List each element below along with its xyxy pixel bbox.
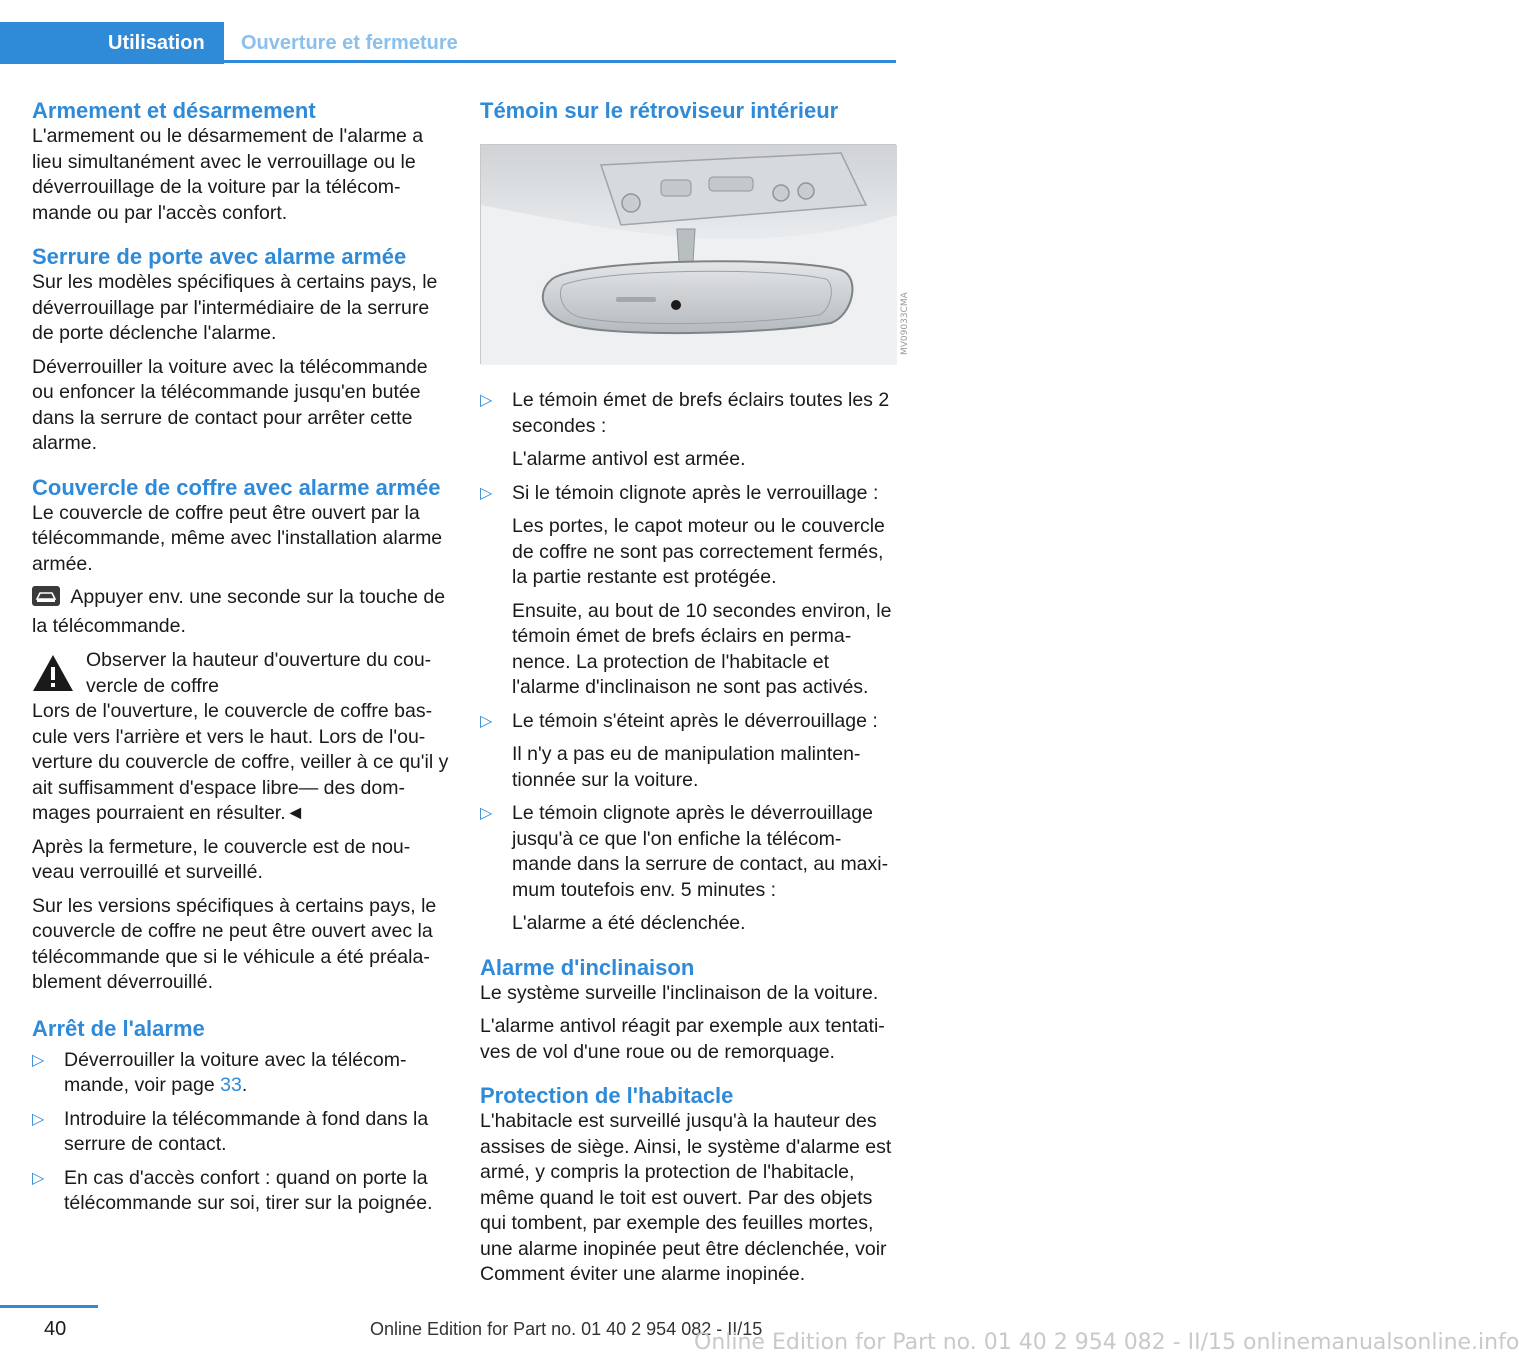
text-serrure-2: Déverrouiller la voiture avec la télécommande ou enfoncer la télécommande jusqu'en butée dans la serrure de contact pour arrêter cette alarme.: [32, 355, 428, 454]
bullet-triangle-icon: ▷: [32, 1110, 45, 1128]
list-item: ▷ Introduire la télécommande à fond dans la serrure de contact.: [32, 1107, 429, 1155]
warning-triangle-icon: [32, 654, 74, 692]
bullet-triangle-icon: ▷: [480, 484, 493, 502]
text-serrure-1: Sur les modèles spécifiques à certains pays, le déverrouillage par l'intermédiaire de la serrure de porte déclenche l'alarme.: [32, 271, 438, 344]
bullet-triangle-icon: ▷: [480, 805, 493, 822]
list-item: ▷ Si le témoin clignote après le verrouillage : Les portes, le capot moteur ou le couvercle de coffre ne sont pas correctement fermés, la partie restante est protégée. Ensuite, au bout de 10 secondes environ, le témoin émet de brefs éclairs en perma-nence. La protection de l'habitacle et l'alarme d'inclinaison ne sont pas activés.: [480, 481, 892, 698]
bullet-triangle-icon: ▷: [32, 1051, 45, 1069]
warning-box: [32, 648, 450, 699]
tab-ouverture-et-fermeture[interactable]: Ouverture et fermeture: [241, 32, 458, 54]
text-habitacle: L'habitacle est surveillé jusqu'à la hauteur des assises de siège. Ainsi, le système d'alarme est armé, y compris la protection de l'habitacle, même quand le toit est ouvert. Par des objets qui tombent, par exemple des feuilles mortes, une alarme inopinée peut être déclenchée, voir Comment éviter une alarme inopinée.: [480, 1110, 892, 1285]
page-header: [0, 0, 960, 64]
heading-temoin-retroviseur: Témoin sur le rétroviseur intérieur: [480, 98, 839, 123]
heading-couvercle-coffre: Couvercle de coffre avec alarme armée: [32, 474, 441, 500]
rearview-mirror-illustration: [481, 145, 897, 365]
header-rule: [224, 60, 896, 63]
heading-armement: Armement et désarmement: [32, 98, 316, 123]
list-item: ▷ Le témoin clignote après le déverrouillage jusqu'à ce que l'on enfiche la télécom-mande dans la serrure de contact, au maxi-mum toutefois env. 5 minutes : L'alarme a été déclenchée.: [480, 802, 889, 934]
text-inclinaison-1: Le système surveille l'inclinaison de la voiture.: [480, 981, 879, 1004]
text-coffre-3: Lors de l'ouverture, le couvercle de coffre bas-cule vers l'arrière et vers le haut. Lors de l'ou-verture du couvercle de coffre, veiller à ce qu'il y ait suffisamment d'espace libre— des dom-mages pourraient en résulter.◄: [32, 700, 449, 824]
watermark: Online Edition for Part no. 01 40 2 954 082 - II/15 onlinemanualsonline.info: [694, 1330, 1519, 1355]
heading-arret-alarme: Arrêt de l'alarme: [32, 1015, 205, 1041]
tab-utilisation[interactable]: Utilisation: [0, 22, 224, 64]
warning-text: Observer la hauteur d'ouverture du cou-vercle de coffre: [86, 649, 432, 697]
figure-code: MV09033CMA: [900, 292, 910, 355]
text-armement: L'armement ou le désarmement de l'alarme a lieu simultanément avec le verrouillage ou le déverrouillage de la voiture par la télécom-mande ou par l'accès confort.: [32, 125, 424, 224]
bullet-triangle-icon: ▷: [480, 712, 493, 730]
bullet-triangle-icon: ▷: [32, 1169, 45, 1187]
heading-protection-habitacle: Protection de l'habitacle: [480, 1083, 734, 1108]
edition-text: Online Edition for Part no. 01 40 2 954 082 - II/15: [370, 1319, 763, 1339]
heading-alarme-inclinaison: Alarme d'inclinaison: [480, 954, 695, 980]
text-coffre-5: Sur les versions spécifiques à certains pays, le couvercle de coffre ne peut être ouvert avec la télécommande que si le véhicule a été préala-blement déverrouillé.: [32, 894, 437, 993]
page-link[interactable]: 33: [220, 1074, 242, 1096]
right-column: [480, 98, 910, 1288]
list-item: ▷ Le témoin s'éteint après le déverrouillage : Il n'y a pas eu de manipulation malinten-tionnée sur la voiture.: [480, 709, 878, 791]
trunk-remote-key-icon: [32, 586, 60, 614]
list-arret-alarme: [32, 1048, 450, 1217]
footer-rule: [0, 1305, 98, 1308]
page-number: 40: [44, 1318, 67, 1340]
text-inclinaison-2: L'alarme antivol réagit par exemple aux tentati-ves de vol d'une roue ou de remorquage.: [480, 1015, 885, 1063]
text-coffre-1: Le couvercle de coffre peut être ouvert par la télécommande, même avec l'installation alarme armée.: [32, 501, 443, 575]
list-temoin: [480, 388, 898, 937]
text-coffre-2: [32, 585, 450, 639]
list-item: ▷ Déverrouiller la voiture avec la télécom-mande, voir page 33.: [32, 1048, 407, 1096]
list-item: ▷ En cas d'accès confort : quand on porte la télécommande sur soi, tirer sur la poignée.: [32, 1166, 433, 1214]
heading-serrure-porte: Serrure de porte avec alarme armée: [32, 244, 407, 269]
bullet-triangle-icon: ▷: [480, 392, 493, 409]
rearview-mirror-figure: [480, 144, 910, 364]
text-coffre-2-body: Appuyer env. une seconde sur la touche de la télécommande.: [32, 586, 446, 637]
list-item: ▷ Le témoin émet de brefs éclairs toutes les 2 secondes : L'alarme antivol est armée.: [480, 389, 890, 470]
text-coffre-4: Après la fermeture, le couvercle est de nou-veau verrouillé et surveillé.: [32, 835, 411, 883]
left-column: [32, 98, 450, 1225]
